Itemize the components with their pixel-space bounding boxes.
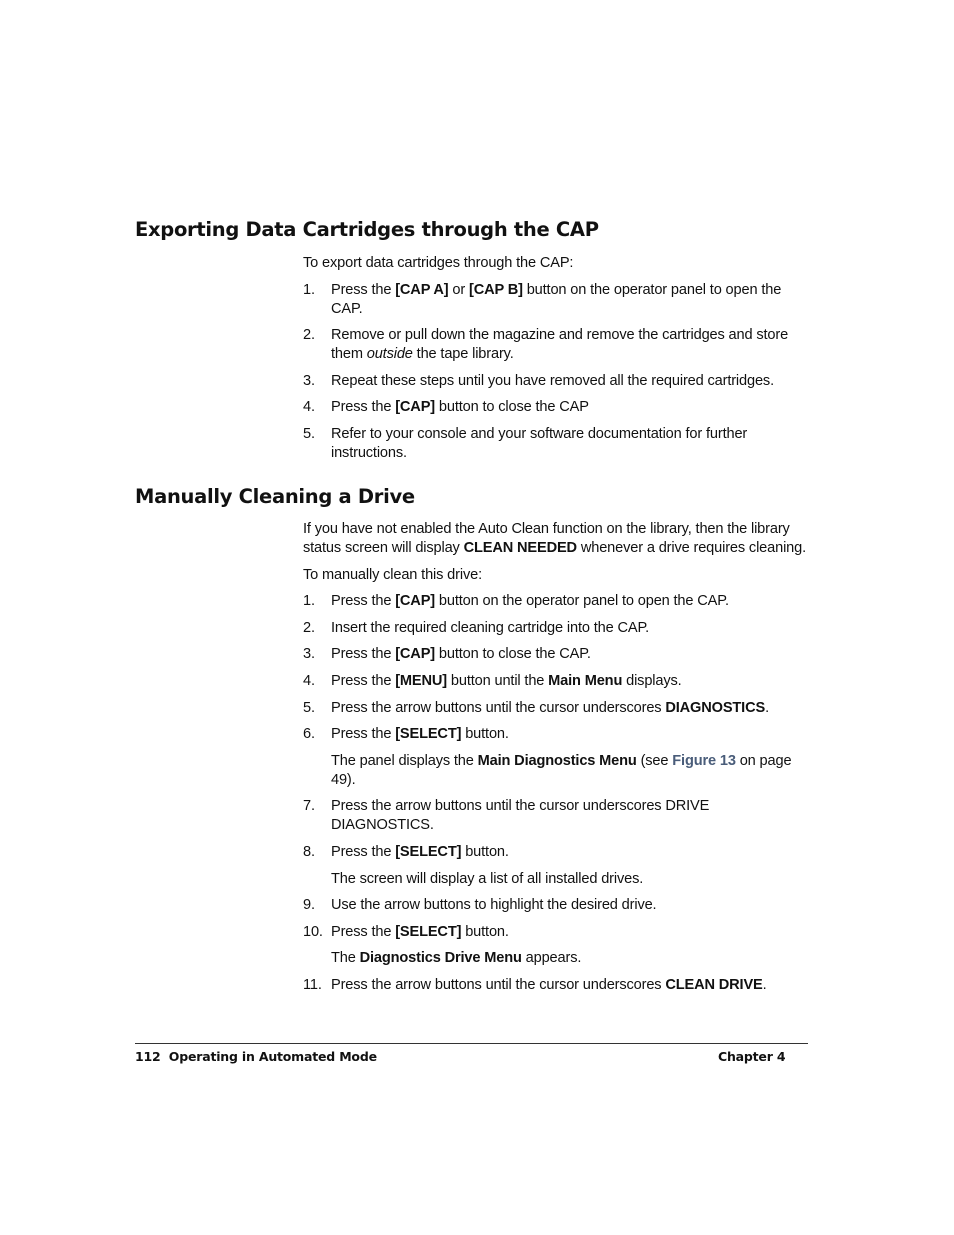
export-step-2: 2. Remove or pull down the magazine and remove the cartridges and store them outside the tape library. bbox=[303, 327, 789, 363]
clean-step-10: 10. Press the [SELECT] button. bbox=[303, 923, 509, 940]
cleaning-intro-2: To manually clean this drive: bbox=[303, 566, 482, 583]
clean-step-4: 4. Press the [MENU] button until the Main Menu displays. bbox=[303, 672, 682, 689]
clean-step-6: 6. Press the [SELECT] button. bbox=[303, 726, 509, 743]
section-heading-exporting: Exporting Data Cartridges through the CAP bbox=[135, 218, 599, 241]
export-step-5: 5. Refer to your console and your software documentation for further instructions. bbox=[303, 425, 748, 461]
clean-step-1: 1. Press the [CAP] button on the operator panel to open the CAP. bbox=[303, 593, 729, 610]
clean-step-10-note: The Diagnostics Drive Menu appears. bbox=[331, 950, 582, 967]
clean-step-9: 9. Use the arrow buttons to highlight the desired drive. bbox=[303, 897, 657, 914]
footer-page-title: 112 Operating in Automated Mode bbox=[135, 1049, 377, 1064]
clean-step-11: 11. Press the arrow buttons until the cursor underscores CLEAN DRIVE. bbox=[303, 976, 767, 993]
figure-13-link[interactable]: Figure 13 bbox=[672, 752, 736, 769]
clean-step-8: 8. Press the [SELECT] button. bbox=[303, 843, 509, 860]
cleaning-body bbox=[303, 520, 813, 1003]
export-intro: To export data cartridges through the CAP: bbox=[303, 255, 574, 271]
clean-step-7: 7. Press the arrow buttons until the cursor underscores DRIVE DIAGNOSTICS. bbox=[303, 798, 710, 834]
export-step-4: 4. Press the [CAP] button to close the CAP bbox=[303, 399, 589, 416]
clean-step-6-note: The panel displays the Main Diagnostics Menu (see Figure 13 on page 49). bbox=[331, 752, 792, 788]
export-step-1: 1. Press the [CAP A] or [CAP B] button on the operator panel to open the CAP. bbox=[303, 281, 782, 317]
footer-chapter: Chapter 4 bbox=[718, 1049, 786, 1064]
footer-divider bbox=[135, 1043, 808, 1044]
section-heading-cleaning: Manually Cleaning a Drive bbox=[135, 485, 415, 508]
clean-step-5: 5. Press the arrow buttons until the cursor underscores DIAGNOSTICS. bbox=[303, 699, 769, 716]
export-body bbox=[303, 254, 813, 471]
cleaning-intro: If you have not enabled the Auto Clean function on the library, then the library status screen will display CLEAN NEEDED whenever a drive requires cleaning. bbox=[303, 521, 806, 556]
clean-step-2: 2. Insert the required cleaning cartridge into the CAP. bbox=[303, 619, 650, 636]
clean-step-3: 3. Press the [CAP] button to close the CAP. bbox=[303, 646, 591, 663]
export-step-3: 3. Repeat these steps until you have removed all the required cartridges. bbox=[303, 372, 774, 389]
clean-step-8-note: The screen will display a list of all installed drives. bbox=[331, 870, 644, 887]
